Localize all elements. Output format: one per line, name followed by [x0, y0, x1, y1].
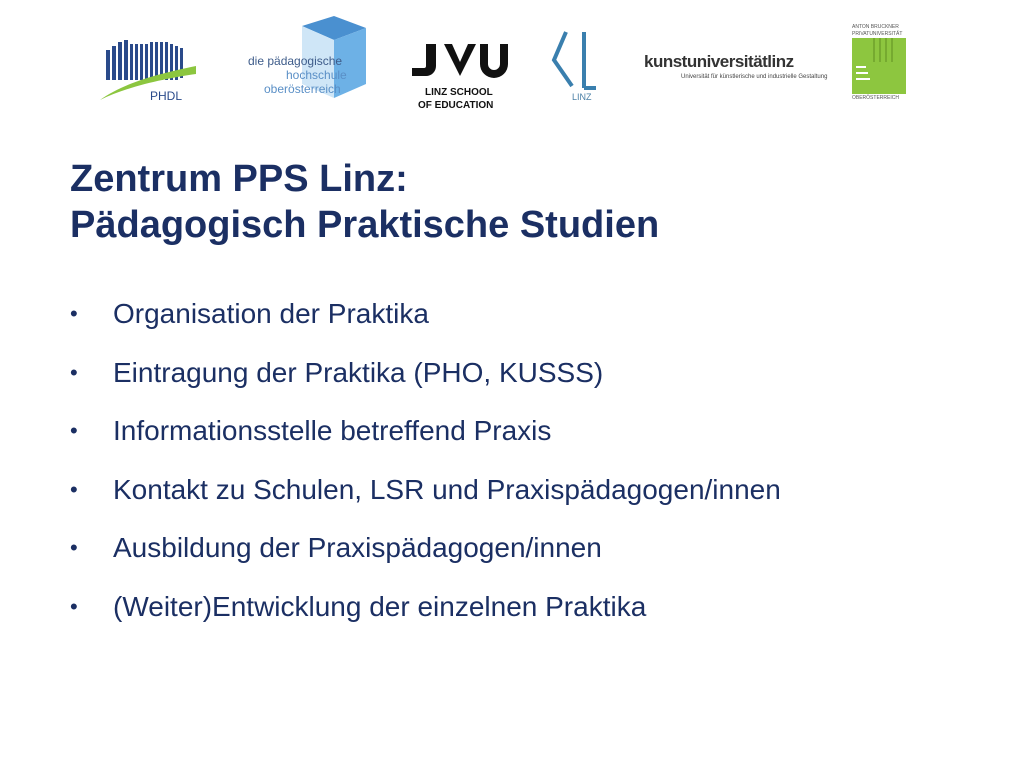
bullet-text: Kontakt zu Schulen, LSR und Praxispädagogen/innen	[113, 473, 781, 505]
bullet-dot-icon: •	[70, 359, 78, 385]
bullet-text: Informationsstelle betreffend Praxis	[113, 415, 552, 446]
phooe-text-line3: oberösterreich	[264, 82, 341, 96]
bullet-dot-icon: •	[70, 301, 78, 326]
phdl-logo	[98, 36, 198, 110]
slide-title-line1: Zentrum PPS Linz:	[70, 158, 408, 200]
jku-logo	[408, 38, 508, 116]
bullet-dot-icon: •	[70, 593, 78, 619]
phdl-logo-text: PHDL	[150, 89, 183, 103]
phdl-building-icon	[98, 36, 198, 110]
bruckner-green-block-icon	[852, 38, 906, 94]
jku-text-line2: OF EDUCATION	[418, 100, 494, 111]
slide-title-line2: Pädagogisch Praktische Studien	[70, 204, 660, 246]
bullet-dot-icon: •	[70, 476, 78, 502]
ph-ooe-logo	[246, 14, 370, 100]
bruckner-text-line3: OBERÖSTERREICH	[852, 95, 899, 101]
ku-linz-mark-icon	[548, 28, 604, 92]
bullet-text: Eintragung der Praktika (PHO, KUSSS)	[113, 356, 604, 388]
bruckner-text-line2: PRIVATUNIVERSITÄT	[852, 31, 903, 37]
slide-title	[70, 156, 659, 248]
bruckner-text-line1: ANTON BRUCKNER	[852, 24, 899, 30]
kunstuni-logo	[644, 52, 828, 86]
bullet-text: Ausbildung der Praxispädagogen/innen	[113, 532, 602, 563]
bullet-dot-icon: •	[70, 535, 78, 560]
bullet-dot-icon: •	[70, 418, 78, 443]
bruckner-logo	[852, 24, 906, 104]
ku-linz-text: LINZ	[572, 92, 592, 102]
phooe-text-line2: hochschule	[286, 68, 347, 82]
jku-text-line1: LINZ SCHOOL	[425, 87, 493, 98]
ku-linz-logo	[548, 28, 604, 106]
bullet-text: Organisation der Praktika	[113, 298, 429, 329]
kunstuni-text-line2: Universität für künstlerische und industrielle Gestaltung	[681, 74, 828, 80]
bullet-text: (Weiter)Entwicklung der einzelnen Praktika	[113, 590, 647, 622]
jku-mark-icon	[408, 38, 508, 86]
phooe-text-line1: die pädagogische	[248, 54, 343, 68]
kunstuni-text-line1: kunstuniversitätlinz	[644, 52, 794, 71]
